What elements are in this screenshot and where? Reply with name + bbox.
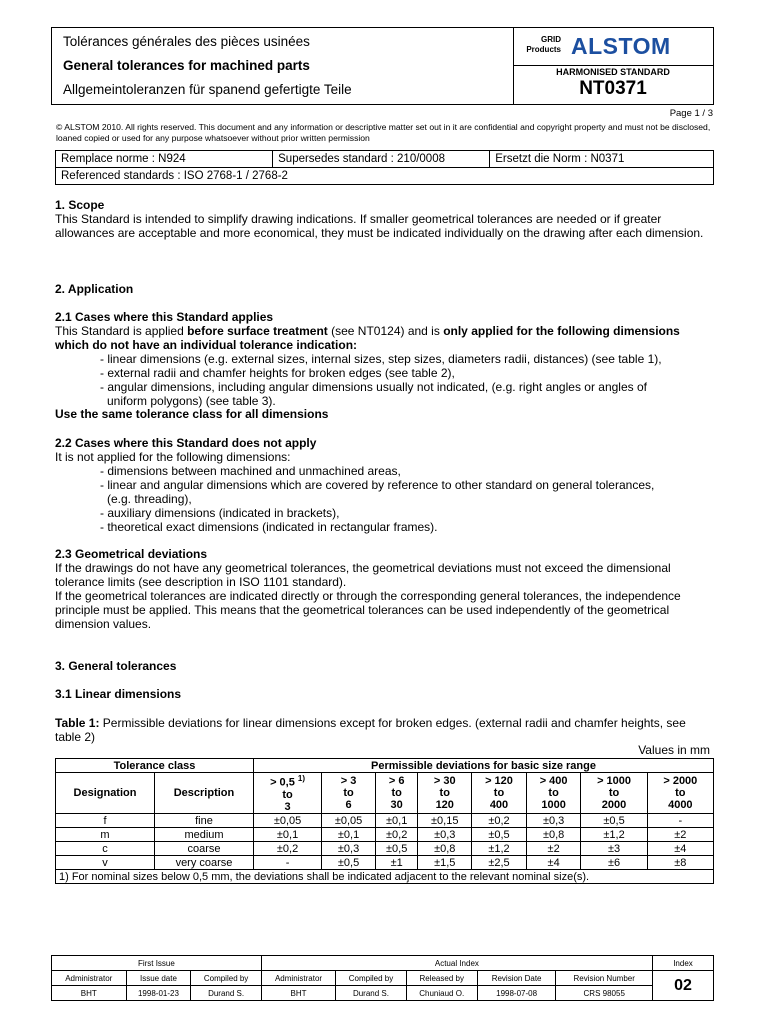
list-item: - external radii and chamfer heights for broken edges (see table 2), <box>100 366 455 380</box>
table-footnote: 1) For nominal sizes below 0,5 mm, the deviations shall be indicated adjacent to the relevant nominal size(s). <box>56 870 714 884</box>
list-item: - auxiliary dimensions (indicated in brackets), <box>100 506 340 520</box>
value-cell: ±2 <box>647 828 713 842</box>
standard-number: NT0371 <box>579 78 647 99</box>
list-item: - linear dimensions (e.g. external sizes, internal sizes, step sizes, diameters radii, distances) (see table 1), <box>100 352 662 366</box>
table-row <box>56 856 714 870</box>
col-header: Administrator <box>261 971 336 986</box>
first-issue-header: First Issue <box>52 956 262 971</box>
value-cell: ±0,3 <box>322 842 376 856</box>
list-item: (e.g. threading), <box>107 492 192 506</box>
value-cell: ±4 <box>647 842 713 856</box>
value-cell: ±0,8 <box>526 828 581 842</box>
value-cell: ±8 <box>647 856 713 870</box>
referenced-standards: Referenced standards : ISO 2768-1 / 2768-2 <box>56 168 714 185</box>
index-value: 02 <box>653 971 714 1001</box>
units-label: Values in mm <box>638 743 710 757</box>
table-row <box>56 842 714 856</box>
grid-products-logo: GRID Products <box>526 35 561 54</box>
replaces-de: Ersetzt die Norm : N0371 <box>490 151 714 168</box>
footer-value: Durand S. <box>336 986 406 1001</box>
footer-value: BHT <box>261 986 336 1001</box>
scope-body: This Standard is intended to simplify drawing indications. If smaller geometrical tolerances are needed or if greater allowances are acceptable and more economical, they must be indicated individually on the drawing after each dimension. <box>55 212 704 240</box>
replaces-fr: Remplace norme : N924 <box>56 151 273 168</box>
value-cell: ±1 <box>376 856 418 870</box>
title-german: Allgemeintoleranzen für spanend gefertigte Teile <box>63 82 352 97</box>
value-cell: ±0,5 <box>376 842 418 856</box>
designation-header: Designation <box>56 773 155 814</box>
designation-cell: m <box>56 828 155 842</box>
designation-cell: v <box>56 856 155 870</box>
page-number: Page 1 / 3 <box>669 108 713 119</box>
description-header: Description <box>155 773 254 814</box>
range-header: > 400 to 1000 <box>526 773 581 814</box>
permissible-deviations-header: Permissible deviations for basic size range <box>254 759 714 773</box>
footer-value: 1998-01-23 <box>126 986 191 1001</box>
value-cell: ±0,3 <box>418 828 472 842</box>
range-header: > 120 to 400 <box>472 773 527 814</box>
not-apply-paragraph: It is not applied for the following dimensions: <box>55 450 291 464</box>
value-cell: ±0,05 <box>254 814 322 828</box>
value-cell: ±1,2 <box>472 842 527 856</box>
value-cell: - <box>254 856 322 870</box>
value-cell: ±0,2 <box>376 828 418 842</box>
scope-heading: 1. Scope <box>55 198 105 212</box>
list-item: - angular dimensions, including angular dimensions usually not indicated, (e.g. right angles or angles of <box>100 380 647 394</box>
value-cell: ±0,2 <box>472 814 527 828</box>
value-cell: ±1,2 <box>581 828 647 842</box>
list-item: - theoretical exact dimensions (indicated in rectangular frames). <box>100 520 438 534</box>
value-cell: ±0,8 <box>418 842 472 856</box>
harmonised-standard-label: HARMONISED STANDARD <box>556 67 670 77</box>
range-header: > 1000 to 2000 <box>581 773 647 814</box>
col-header: Compiled by <box>336 971 406 986</box>
value-cell: ±0,15 <box>418 814 472 828</box>
linear-tolerance-table <box>55 758 714 884</box>
revision-footer <box>51 955 714 1001</box>
footer-value: CRS 98055 <box>556 986 653 1001</box>
description-cell: fine <box>155 814 254 828</box>
col-header: Revision Number <box>556 971 653 986</box>
footer-value: 1998-07-08 <box>477 986 556 1001</box>
value-cell: ±0,2 <box>254 842 322 856</box>
actual-index-header: Actual Index <box>261 956 652 971</box>
applies-paragraph: This Standard is applied before surface treatment (see NT0124) and is only applied for the following dimensions which do not have an individual tolerance indication: <box>55 324 680 352</box>
value-cell: ±2,5 <box>472 856 527 870</box>
range-header: > 30 to 120 <box>418 773 472 814</box>
col-header: Compiled by <box>191 971 261 986</box>
geometrical-heading: 2.3 Geometrical deviations <box>55 547 208 561</box>
title-english: General tolerances for machined parts <box>63 58 310 73</box>
table-row <box>56 828 714 842</box>
value-cell: ±0,05 <box>322 814 376 828</box>
value-cell: - <box>647 814 713 828</box>
application-heading: 2. Application <box>55 282 134 296</box>
title-french: Tolérances générales des pièces usinées <box>63 34 310 49</box>
tolerance-class-header: Tolerance class <box>56 759 254 773</box>
list-item: uniform polygons) (see table 3). <box>107 394 276 408</box>
table-row <box>56 814 714 828</box>
range-header: > 2000 to 4000 <box>647 773 713 814</box>
value-cell: ±2 <box>526 842 581 856</box>
linear-dimensions-heading: 3.1 Linear dimensions <box>55 687 182 701</box>
value-cell: ±0,1 <box>322 828 376 842</box>
value-cell: ±0,1 <box>254 828 322 842</box>
standard-block <box>513 28 713 104</box>
col-header: Administrator <box>52 971 127 986</box>
applies-heading: 2.1 Cases where this Standard applies <box>55 310 274 324</box>
value-cell: ±4 <box>526 856 581 870</box>
col-header: Issue date <box>126 971 191 986</box>
designation-cell: f <box>56 814 155 828</box>
table-caption: Table 1: Permissible deviations for linear dimensions except for broken edges. (external radii and chamfer heights, see table 2) <box>55 716 686 744</box>
description-cell: coarse <box>155 842 254 856</box>
range-header: > 0,5 $^{1)}$ to 3 <box>254 773 322 814</box>
list-item: - dimensions between machined and unmachined areas, <box>100 464 401 478</box>
range-header: > 6 to 30 <box>376 773 418 814</box>
value-cell: ±0,5 <box>581 814 647 828</box>
description-cell: very coarse <box>155 856 254 870</box>
value-cell: ±1,5 <box>418 856 472 870</box>
value-cell: ±6 <box>581 856 647 870</box>
value-cell: ±3 <box>581 842 647 856</box>
designation-cell: c <box>56 842 155 856</box>
footer-value: Chuniaud O. <box>406 986 477 1001</box>
supersedes-en: Supersedes standard : 210/0008 <box>273 151 490 168</box>
alstom-logo: ALSTOM <box>571 33 671 59</box>
description-cell: medium <box>155 828 254 842</box>
col-header: Released by <box>406 971 477 986</box>
not-apply-heading: 2.2 Cases where this Standard does not apply <box>55 436 317 450</box>
geometrical-paragraph-2: If the geometrical tolerances are indicated directly or through the corresponding general tolerances, the independence principle must be applied. This means that the geometrical tolerances can be used independently of the geometrical dimension values. <box>55 589 681 631</box>
general-tolerances-heading: 3. General tolerances <box>55 659 177 673</box>
value-cell: ±0,5 <box>322 856 376 870</box>
copyright-notice: © ALSTOM 2010. All rights reserved. This document and any information or descriptive matter set out in it are confidential and copyright property and must not be disclosed, loaned copied or used for any purpose whatsoever without prior written permission <box>56 122 711 143</box>
footer-value: BHT <box>52 986 127 1001</box>
footer-value: Durand S. <box>191 986 261 1001</box>
same-class-note: Use the same tolerance class for all dimensions <box>55 407 329 421</box>
supersedes-table <box>55 150 714 185</box>
value-cell: ±0,1 <box>376 814 418 828</box>
value-cell: ±0,3 <box>526 814 581 828</box>
document-header <box>51 27 714 105</box>
value-cell: ±0,5 <box>472 828 527 842</box>
geometrical-paragraph-1: If the drawings do not have any geometrical tolerances, the geometrical deviations must not exceed the dimensional tolerance limits (see description in ISO 1101 standard). <box>55 561 671 589</box>
index-header: Index <box>653 956 714 971</box>
col-header: Revision Date <box>477 971 556 986</box>
title-block <box>52 28 514 104</box>
range-header: > 3 to 6 <box>322 773 376 814</box>
list-item: - linear and angular dimensions which are covered by reference to other standard on general tolerances, <box>100 478 655 492</box>
